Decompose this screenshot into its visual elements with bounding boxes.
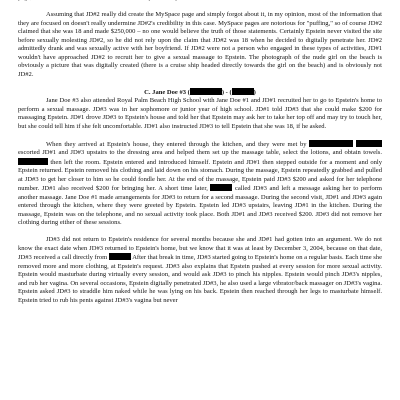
redaction-box — [232, 88, 254, 95]
redaction-box — [190, 88, 222, 95]
text-segment: After that break in time, JD#3 started going to Epstein's home on a regular basis. Each time she removed more and more clothing, at Epstein's request. JD#3 also explains that Epstein pushed at every session for more sexual activity. Epstein would masturbate during virtually every session, and would ask JD#3 to pinch his nipples. Epstein would pinch JD#3's nipples, and rub her vagina. On several occasions, Epstein digitally penetrated JD#3, he also used a large vibrator/back massager on JD#3's vagina. Epstein asked JD#3 to straddle him naked while he was lying on his back. Epstein then reached through her legs to masturbate himself. Epstein tried to rub his penis against JD#3's vagina but never — [18, 254, 382, 304]
paragraph-jd3-recruitment: Jane Doe #3 also attended Royal Palm Beach High School with Jane Doe #1 and JD#1 recruited her to go to Epstein's home to perform a sexual massage. JD#3 was in her sophomore or junior year of high school. JD#1 told JD#3 that she could make $200 for massaging Epstein. JD#1 drove JD#3 to Epstein's house and told her that Epstein may ask her to take her top off and may try to touch her, but she could tell him if she felt uncomfortable. JD#1 also instructed JD#3 to tell Epstein that she was 18, if he asked. — [18, 97, 382, 130]
redaction-box — [18, 158, 48, 165]
heading-mid: ) - ( — [221, 88, 232, 96]
heading-suffix: ) — [253, 88, 256, 96]
paragraph-continued — [18, 0, 382, 3]
redaction-box — [309, 140, 353, 147]
paragraph-jd3-return — [18, 236, 382, 305]
section-heading — [18, 88, 382, 98]
text-segment: then left the room. Epstein entered and introduced himself. Epstein and JD#1 then stepped outside for a moment and only Epstein returned. Epstein removed his clothing and laid down on his stomach. During the massage, Epstein repeatedly grabbed and pulled at JD#3 to get her closer to him so he could fondle her. At the end of the massage, Epstein paid JD#3 $200 and asked for her telephone number. JD#1 also received $200 for bringing her. A short time later, — [18, 158, 382, 192]
heading-prefix: C. Jane Doe #3 ( — [144, 88, 190, 96]
text-segment: escorted JD#1 and JD#3 upstairs to the dressing area and helped them set up the massage table, select the lotions, and obtain towels. — [18, 149, 382, 156]
redaction-box — [356, 140, 382, 147]
text-segment: JD#3 did not return to Epstein's residence for several months because she and JD#1 had gotten into an argument. We do not know the exact date when JD#3 returned to Epstein's home, but we know that it was at least by December 3, 2004, because on that date, JD#3 received a call directly from — [18, 236, 382, 261]
text-segment: called JD#3 and left a message asking her to perform another massage. Jane Doe #1 made arrangements for JD#3 to return for a second massage. During the second visit, JD#1 and JD#3 again entered through the kitchen, where they were greeted by Epstein. Epstein led JD#3 upstairs, leaving JD#1 in the kitchen. During the massage, Epstein was on the telephone, and no sexual activity took place. Both JD#1 and JD#3 received $200. JD#3 did not remove her clothing during either of these sessions. — [18, 185, 383, 226]
redaction-box — [109, 253, 131, 260]
paragraph-jd3-first-visit — [18, 140, 382, 228]
redaction-box — [210, 184, 232, 191]
text-segment: When they arrived at Epstein's house, they entered through the kitchen, and they were met by — [46, 140, 307, 148]
paragraph-myspace-assessment: Assuming that JD#2 really did create the MySpace page and simply forgot about it, in my opinion, most of the information that they are focused on doesn't really undermine JD#2's credibility in this case. MySpace pages are notorious for "puffing," so of course JD#2 claimed that she was 18 and made $250,000 – no one would believe the truth of those statements. Certainly Epstein never visited the site before sexually molesting JD#2, so he did not rely upon the claim that JD#2 was 18 when he decided to digitally penetrate her. JD#2 admittedly drank and was sexually active with her boyfriend. If JD#2 were not a person who engaged in these types of activities, JD#1 wouldn't have approached JD#2 to recruit her to give a sexual massage to Epstein. The photograph of the nude girl on the beach is obviously a picture that was digitally created (there is a cruise ship headed directly towards the girl on the beach) and is obviously not JD#2. — [18, 11, 382, 78]
